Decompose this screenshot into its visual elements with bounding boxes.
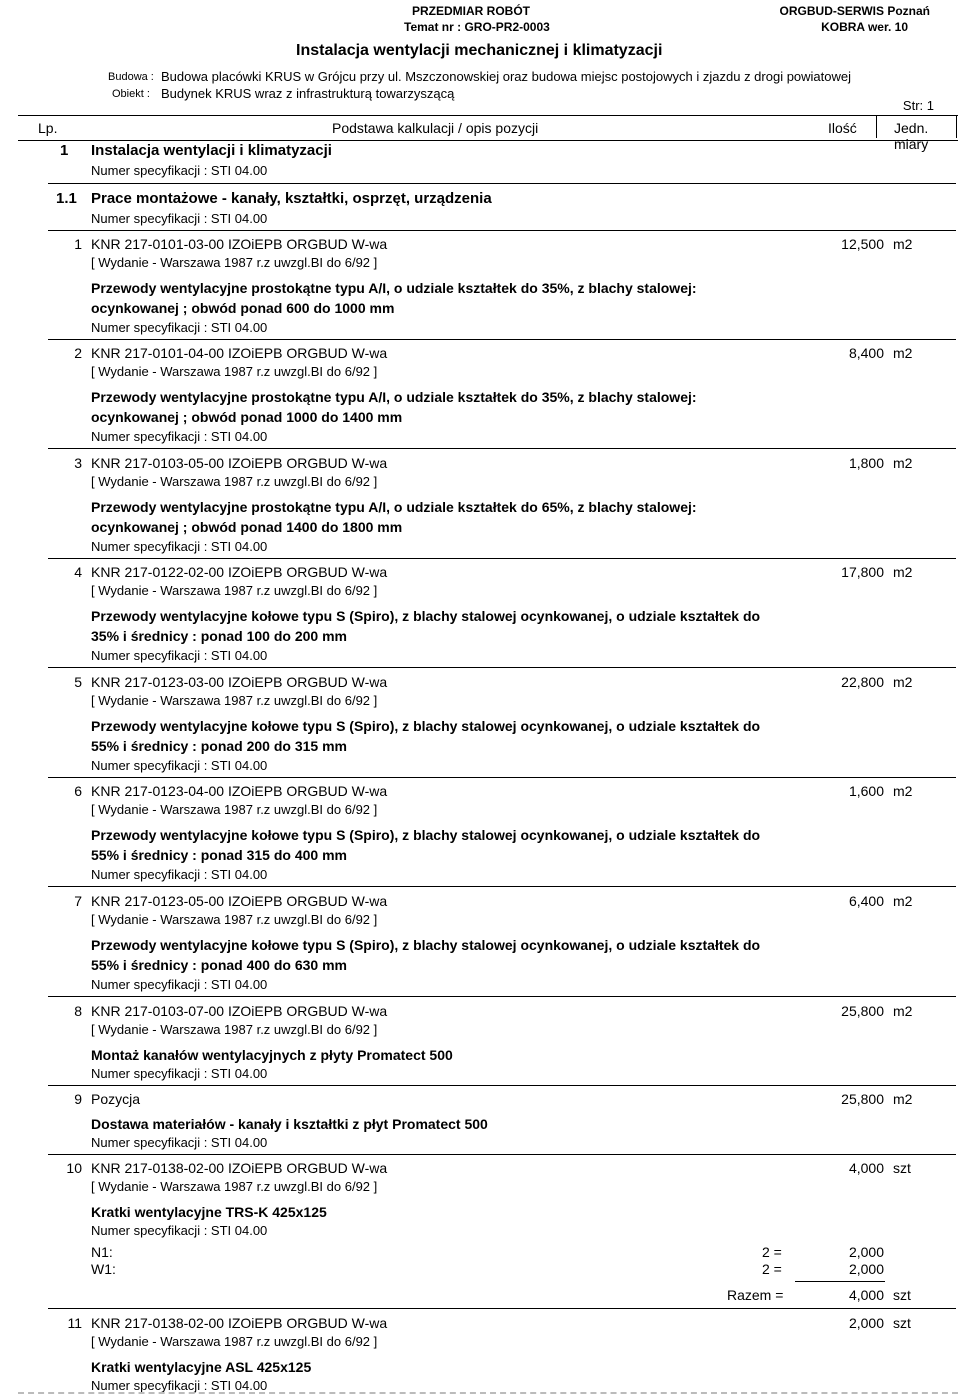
item-edition: [ Wydanie - Warszawa 1987 r.z uwzgl.BI do 6/92 ] xyxy=(91,255,378,270)
item-description: Montaż kanałów wentylacyjnych z płyty Promatect 500 xyxy=(91,1047,453,1063)
item-code: KNR 217-0101-04-00 IZOiEPB ORGBUD W-wa xyxy=(91,345,388,361)
item-unit: m2 xyxy=(893,783,913,799)
page-cut-edge xyxy=(18,1392,958,1394)
divider xyxy=(48,996,956,997)
item-spec: Numer specyfikacji : STI 04.00 xyxy=(91,758,268,773)
item-code: KNR 217-0123-03-00 IZOiEPB ORGBUD W-wa xyxy=(91,674,388,690)
col-divider xyxy=(956,116,957,138)
item-edition: [ Wydanie - Warszawa 1987 r.z uwzgl.BI do 6/92 ] xyxy=(91,912,378,927)
item-qty: 6,400 xyxy=(848,893,884,909)
item-number: 7 xyxy=(74,893,82,909)
section-number: 1 xyxy=(60,142,69,159)
item-edition: [ Wydanie - Warszawa 1987 r.z uwzgl.BI do 6/92 ] xyxy=(91,583,378,598)
item-description: Kratki wentylacyjne TRS-K 425x125 xyxy=(91,1204,327,1220)
item-spec: Numer specyfikacji : STI 04.00 xyxy=(91,648,268,663)
item-qty: 25,800 xyxy=(841,1003,884,1019)
calc-label: W1: xyxy=(91,1261,116,1277)
item-edition: [ Wydanie - Warszawa 1987 r.z uwzgl.BI do 6/92 ] xyxy=(91,1334,378,1349)
software-version: KOBRA wer. 10 xyxy=(821,20,908,34)
item-number: 4 xyxy=(74,564,82,580)
item-unit: m2 xyxy=(893,893,913,909)
item-code: KNR 217-0101-03-00 IZOiEPB ORGBUD W-wa xyxy=(91,236,388,252)
item-code: KNR 217-0122-02-00 IZOiEPB ORGBUD W-wa xyxy=(91,564,388,580)
item-spec: Numer specyfikacji : STI 04.00 xyxy=(91,977,268,992)
item-number: 10 xyxy=(66,1160,82,1176)
item-spec: Numer specyfikacji : STI 04.00 xyxy=(91,1378,268,1393)
section-number: 1.1 xyxy=(56,190,77,207)
item-qty: 8,400 xyxy=(848,345,884,361)
item-description: Przewody wentylacyjne prostokątne typu A/I, o udziale kształtek do 35%, z blachy stalowej: ocynkowanej ; obwód ponad 1000 do 1400 mm xyxy=(91,389,697,425)
item-description: Przewody wentylacyjne kołowe typu S (Spiro), z blachy stalowej ocynkowanej, o udziale kształtek do 35% i średnicy : ponad 100 do 200 mm xyxy=(91,608,761,644)
item-qty: 1,800 xyxy=(848,455,884,471)
item-spec: Numer specyfikacji : STI 04.00 xyxy=(91,320,268,335)
budowa-label: Budowa : xyxy=(108,71,154,83)
item-description: Przewody wentylacyjne prostokątne typu A/I, o udziale kształtek do 65%, z blachy stalowej: ocynkowanej ; obwód ponad 1400 do 1800 mm xyxy=(91,499,697,535)
sum-line xyxy=(795,1281,885,1282)
page-number: Str: 1 xyxy=(902,98,934,113)
item-qty: 1,600 xyxy=(848,783,884,799)
divider xyxy=(48,339,956,340)
item-unit: m2 xyxy=(893,1091,913,1107)
item-spec: Numer specyfikacji : STI 04.00 xyxy=(91,539,268,554)
item-spec: Numer specyfikacji : STI 04.00 xyxy=(91,1223,268,1238)
item-qty: 2,000 xyxy=(848,1315,884,1331)
item-unit: m2 xyxy=(893,345,913,361)
item-code: KNR 217-0123-05-00 IZOiEPB ORGBUD W-wa xyxy=(91,893,388,909)
item-number: 2 xyxy=(74,345,82,361)
topic-number: Temat nr : GRO-PR2-0003 xyxy=(404,20,550,34)
divider xyxy=(48,1085,956,1086)
item-code: KNR 217-0103-07-00 IZOiEPB ORGBUD W-wa xyxy=(91,1003,388,1019)
item-code: KNR 217-0123-04-00 IZOiEPB ORGBUD W-wa xyxy=(91,783,388,799)
item-number: 11 xyxy=(67,1315,82,1331)
item-description: Przewody wentylacyjne prostokątne typu A/I, o udziale kształtek do 35%, z blachy stalowej: ocynkowanej ; obwód ponad 600 do 1000 mm xyxy=(91,280,697,316)
item-unit: szt xyxy=(893,1315,911,1331)
item-unit: m2 xyxy=(893,455,913,471)
section-spec: Numer specyfikacji : STI 04.00 xyxy=(91,163,268,178)
item-number: 6 xyxy=(74,783,82,799)
item-unit: m2 xyxy=(893,1003,913,1019)
item-spec: Numer specyfikacji : STI 04.00 xyxy=(91,429,268,444)
col-divider xyxy=(876,116,877,138)
obiekt-value: Budynek KRUS wraz z infrastrukturą towarzyszącą xyxy=(161,86,455,101)
item-description: Kratki wentylacyjne ASL 425x125 xyxy=(91,1359,312,1375)
item-spec: Numer specyfikacji : STI 04.00 xyxy=(91,867,268,882)
item-unit: m2 xyxy=(893,236,913,252)
doc-type: PRZEDMIAR ROBÓT xyxy=(412,4,530,18)
divider xyxy=(48,558,956,559)
item-spec: Numer specyfikacji : STI 04.00 xyxy=(91,1135,268,1150)
divider xyxy=(48,448,956,449)
item-number: 3 xyxy=(74,455,82,471)
item-number: 1 xyxy=(74,236,82,252)
item-edition: [ Wydanie - Warszawa 1987 r.z uwzgl.BI do 6/92 ] xyxy=(91,1179,378,1194)
divider xyxy=(48,667,956,668)
item-qty: 17,800 xyxy=(841,564,884,580)
divider xyxy=(48,777,956,778)
razem-label: Razem = xyxy=(727,1287,784,1303)
divider xyxy=(48,183,956,184)
company-name: ORGBUD-SERWIS Poznań xyxy=(779,4,930,18)
item-code: Pozycja xyxy=(91,1091,141,1107)
item-spec: Numer specyfikacji : STI 04.00 xyxy=(91,1066,268,1081)
item-qty: 4,000 xyxy=(848,1160,884,1176)
item-unit: m2 xyxy=(893,564,913,580)
razem-unit: szt xyxy=(893,1287,911,1303)
page-title: Instalacja wentylacji mechanicznej i klimatyzacji xyxy=(296,42,663,59)
item-qty: 22,800 xyxy=(841,674,884,690)
item-description: Przewody wentylacyjne kołowe typu S (Spiro), z blachy stalowej ocynkowanej, o udziale kształtek do 55% i średnicy : ponad 315 do 400 mm xyxy=(91,827,761,863)
item-number: 9 xyxy=(74,1091,82,1107)
item-qty: 12,500 xyxy=(841,236,884,252)
item-edition: [ Wydanie - Warszawa 1987 r.z uwzgl.BI do 6/92 ] xyxy=(91,364,378,379)
calc-value: 2,000 xyxy=(848,1244,884,1260)
calc-value: 2,000 xyxy=(848,1261,884,1277)
item-description: Przewody wentylacyjne kołowe typu S (Spiro), z blachy stalowej ocynkowanej, o udziale kształtek do 55% i średnicy : ponad 400 do 630 mm xyxy=(91,937,761,973)
item-unit: m2 xyxy=(893,674,913,690)
item-code: KNR 217-0138-02-00 IZOiEPB ORGBUD W-wa xyxy=(91,1160,388,1176)
calc-expression: 2 = xyxy=(762,1261,782,1277)
item-edition: [ Wydanie - Warszawa 1987 r.z uwzgl.BI do 6/92 ] xyxy=(91,693,378,708)
item-number: 5 xyxy=(74,674,82,690)
item-code: KNR 217-0103-05-00 IZOiEPB ORGBUD W-wa xyxy=(91,455,388,471)
section-title: Instalacja wentylacji i klimatyzacji xyxy=(91,142,332,159)
calc-expression: 2 = xyxy=(762,1244,782,1260)
item-number: 8 xyxy=(74,1003,82,1019)
obiekt-label: Obiekt : xyxy=(112,88,150,100)
item-edition: [ Wydanie - Warszawa 1987 r.z uwzgl.BI do 6/92 ] xyxy=(91,1022,378,1037)
section-title: Prace montażowe - kanały, kształtki, osprzęt, urządzenia xyxy=(91,190,492,207)
col-lp: Lp. xyxy=(38,120,58,136)
item-edition: [ Wydanie - Warszawa 1987 r.z uwzgl.BI do 6/92 ] xyxy=(91,474,378,489)
budowa-value: Budowa placówki KRUS w Grójcu przy ul. Mszczonowskiej oraz budowa miejsc postojowych i zjazdu z drogi powiatowej xyxy=(161,69,852,84)
item-unit: szt xyxy=(893,1160,911,1176)
item-edition: [ Wydanie - Warszawa 1987 r.z uwzgl.BI do 6/92 ] xyxy=(91,802,378,817)
section-spec: Numer specyfikacji : STI 04.00 xyxy=(91,211,268,226)
calc-label: N1: xyxy=(91,1244,113,1260)
razem-value: 4,000 xyxy=(848,1287,884,1303)
divider xyxy=(48,886,956,887)
item-qty: 25,800 xyxy=(841,1091,884,1107)
col-unit: Jedn. miary xyxy=(894,120,929,152)
divider xyxy=(48,230,956,231)
item-description: Dostawa materiałów - kanały i kształtki z płyt Promatect 500 xyxy=(91,1116,488,1132)
col-basis: Podstawa kalkulacji / opis pozycji xyxy=(332,120,539,136)
divider xyxy=(48,1308,956,1309)
col-qty: Ilość xyxy=(828,120,857,136)
divider xyxy=(48,1154,956,1155)
item-description: Przewody wentylacyjne kołowe typu S (Spiro), z blachy stalowej ocynkowanej, o udziale kształtek do 55% i średnicy : ponad 200 do 315 mm xyxy=(91,718,761,754)
item-code: KNR 217-0138-02-00 IZOiEPB ORGBUD W-wa xyxy=(91,1315,388,1331)
